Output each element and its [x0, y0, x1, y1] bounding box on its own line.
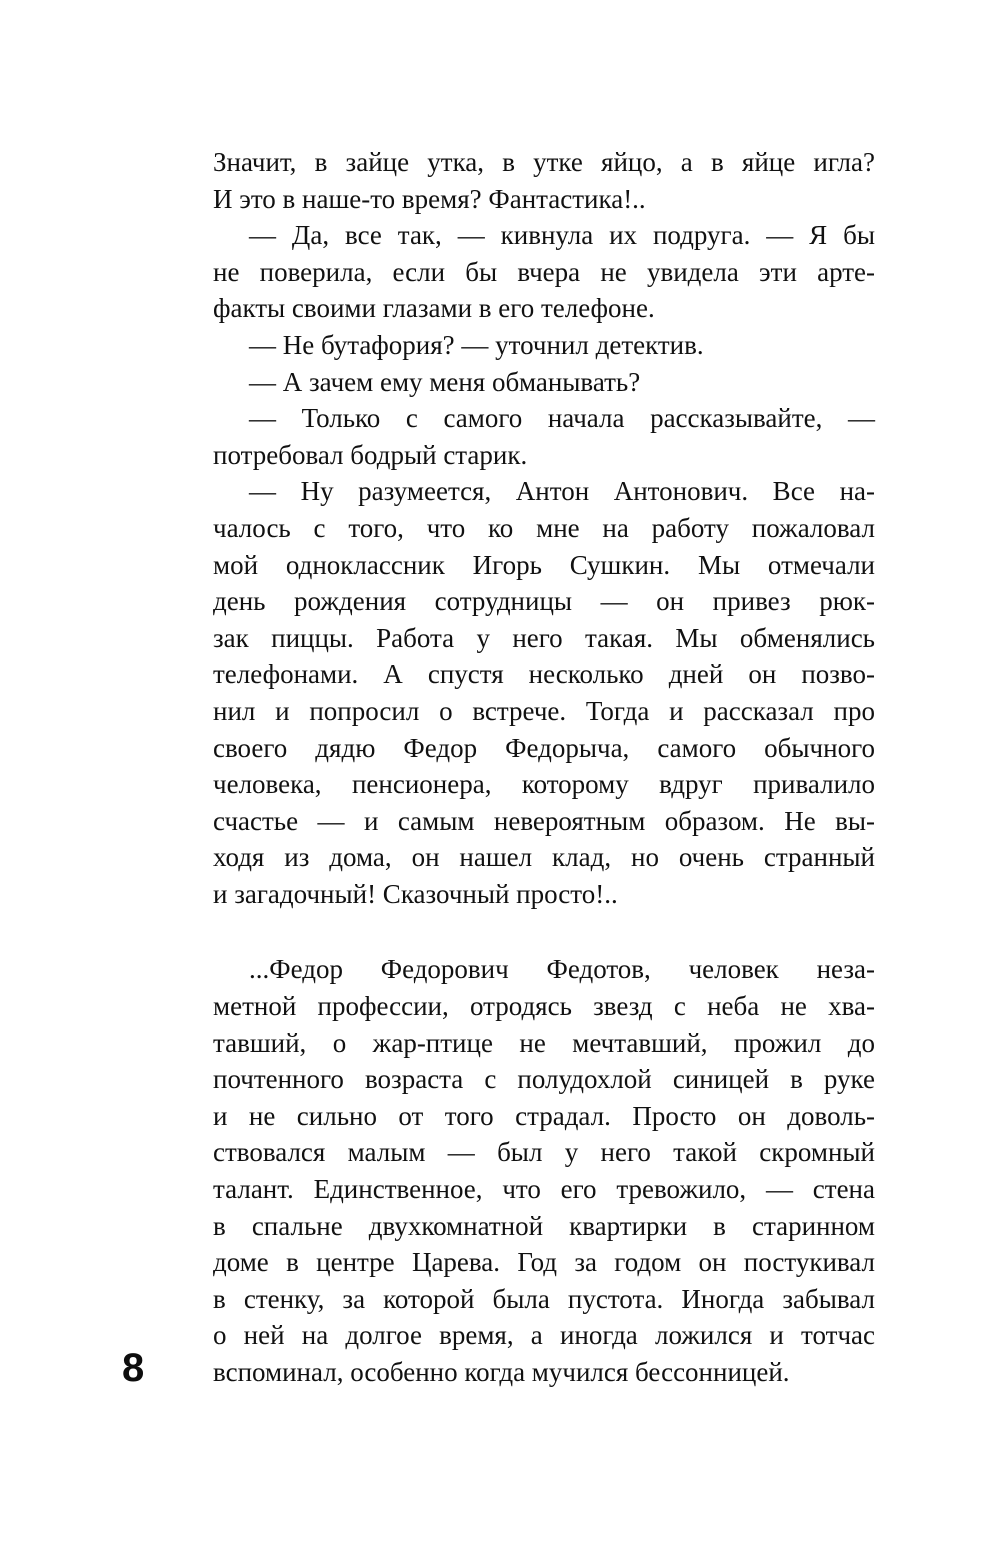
text-line: ствовался малым — был у него такой скромный	[213, 1137, 875, 1168]
text-line: день рождения сотрудницы — он привез рюк-	[213, 586, 875, 617]
text-line: чалось с того, что ко мне на работу пожаловал	[213, 512, 875, 543]
text-line: мой одноклассник Игорь Сушкин. Мы отмечали	[213, 549, 875, 580]
text-block	[213, 144, 875, 1391]
text-line: в спальне двухкомнатной квартирки в старинном	[213, 1210, 875, 1241]
text-line: талант. Единственное, что его тревожило, — стена	[213, 1174, 875, 1205]
text-line: факты своими глазами в его телефоне.	[213, 293, 655, 324]
text-line: — Ну разумеется, Антон Антонович. Все на-	[249, 476, 875, 507]
paragraph	[213, 327, 875, 364]
text-line: счастье — и самым невероятным образом. Не вы-	[213, 805, 875, 836]
text-line: потребовал бодрый старик.	[213, 439, 528, 470]
page-number: 8	[122, 1346, 145, 1390]
text-line: телефонами. А спустя несколько дней он позво-	[213, 659, 875, 690]
text-line: Значит, в зайце утка, в утке яйцо, а в яйце игла?	[213, 147, 875, 177]
text-line: вспоминал, особенно когда мучился бессонницей.	[213, 1357, 790, 1387]
paragraph	[213, 951, 875, 1390]
text-line: доме в центре Царева. Год за годом он постукивал	[213, 1247, 875, 1278]
text-line: человека, пенсионера, которому вдруг привалило	[213, 769, 875, 800]
text-line: в стенку, за которой была пустота. Иногда забывал	[213, 1283, 875, 1314]
text-line: — Только с самого начала рассказывайте, —	[249, 403, 875, 434]
text-line: И это в наше-то время? Фантастика!..	[213, 183, 646, 214]
text-line: и загадочный! Сказочный просто!..	[213, 878, 618, 909]
text-line: метной профессии, отродясь звезд с неба не хва-	[213, 991, 875, 1022]
text-line: тавший, о жар-птице не мечтавший, прожил до	[213, 1027, 875, 1058]
text-line: — А зачем ему меня обманывать?	[249, 366, 641, 397]
text-line: о ней на долгое время, а иногда ложился и тотчас	[213, 1320, 875, 1351]
text-line: ...Федор Федорович Федотов, человек неза-	[249, 954, 875, 985]
text-line: ходя из дома, он нашел клад, но очень странный	[213, 842, 875, 873]
paragraph	[213, 144, 875, 217]
paragraph	[213, 400, 875, 473]
text-line: не поверила, если бы вчера не увидела эти арте-	[213, 256, 875, 287]
text-line: и не сильно от того страдал. Просто он доволь-	[213, 1100, 875, 1131]
paragraph	[213, 473, 875, 912]
text-line: — Не бутафория? — уточнил детектив.	[249, 329, 704, 360]
text-line: зак пиццы. Работа у него такая. Мы обменялись	[213, 622, 875, 653]
text-line: почтенного возраста с полудохлой синицей в руке	[213, 1064, 875, 1095]
paragraph	[213, 364, 875, 401]
paragraph	[213, 217, 875, 327]
text-line: своего дядю Федор Федорыча, самого обычного	[213, 732, 875, 763]
text-line: — Да, все так, — кивнула их подруга. — Я бы	[249, 220, 875, 251]
text-line: нил и попросил о встрече. Тогда и рассказал про	[213, 695, 875, 726]
